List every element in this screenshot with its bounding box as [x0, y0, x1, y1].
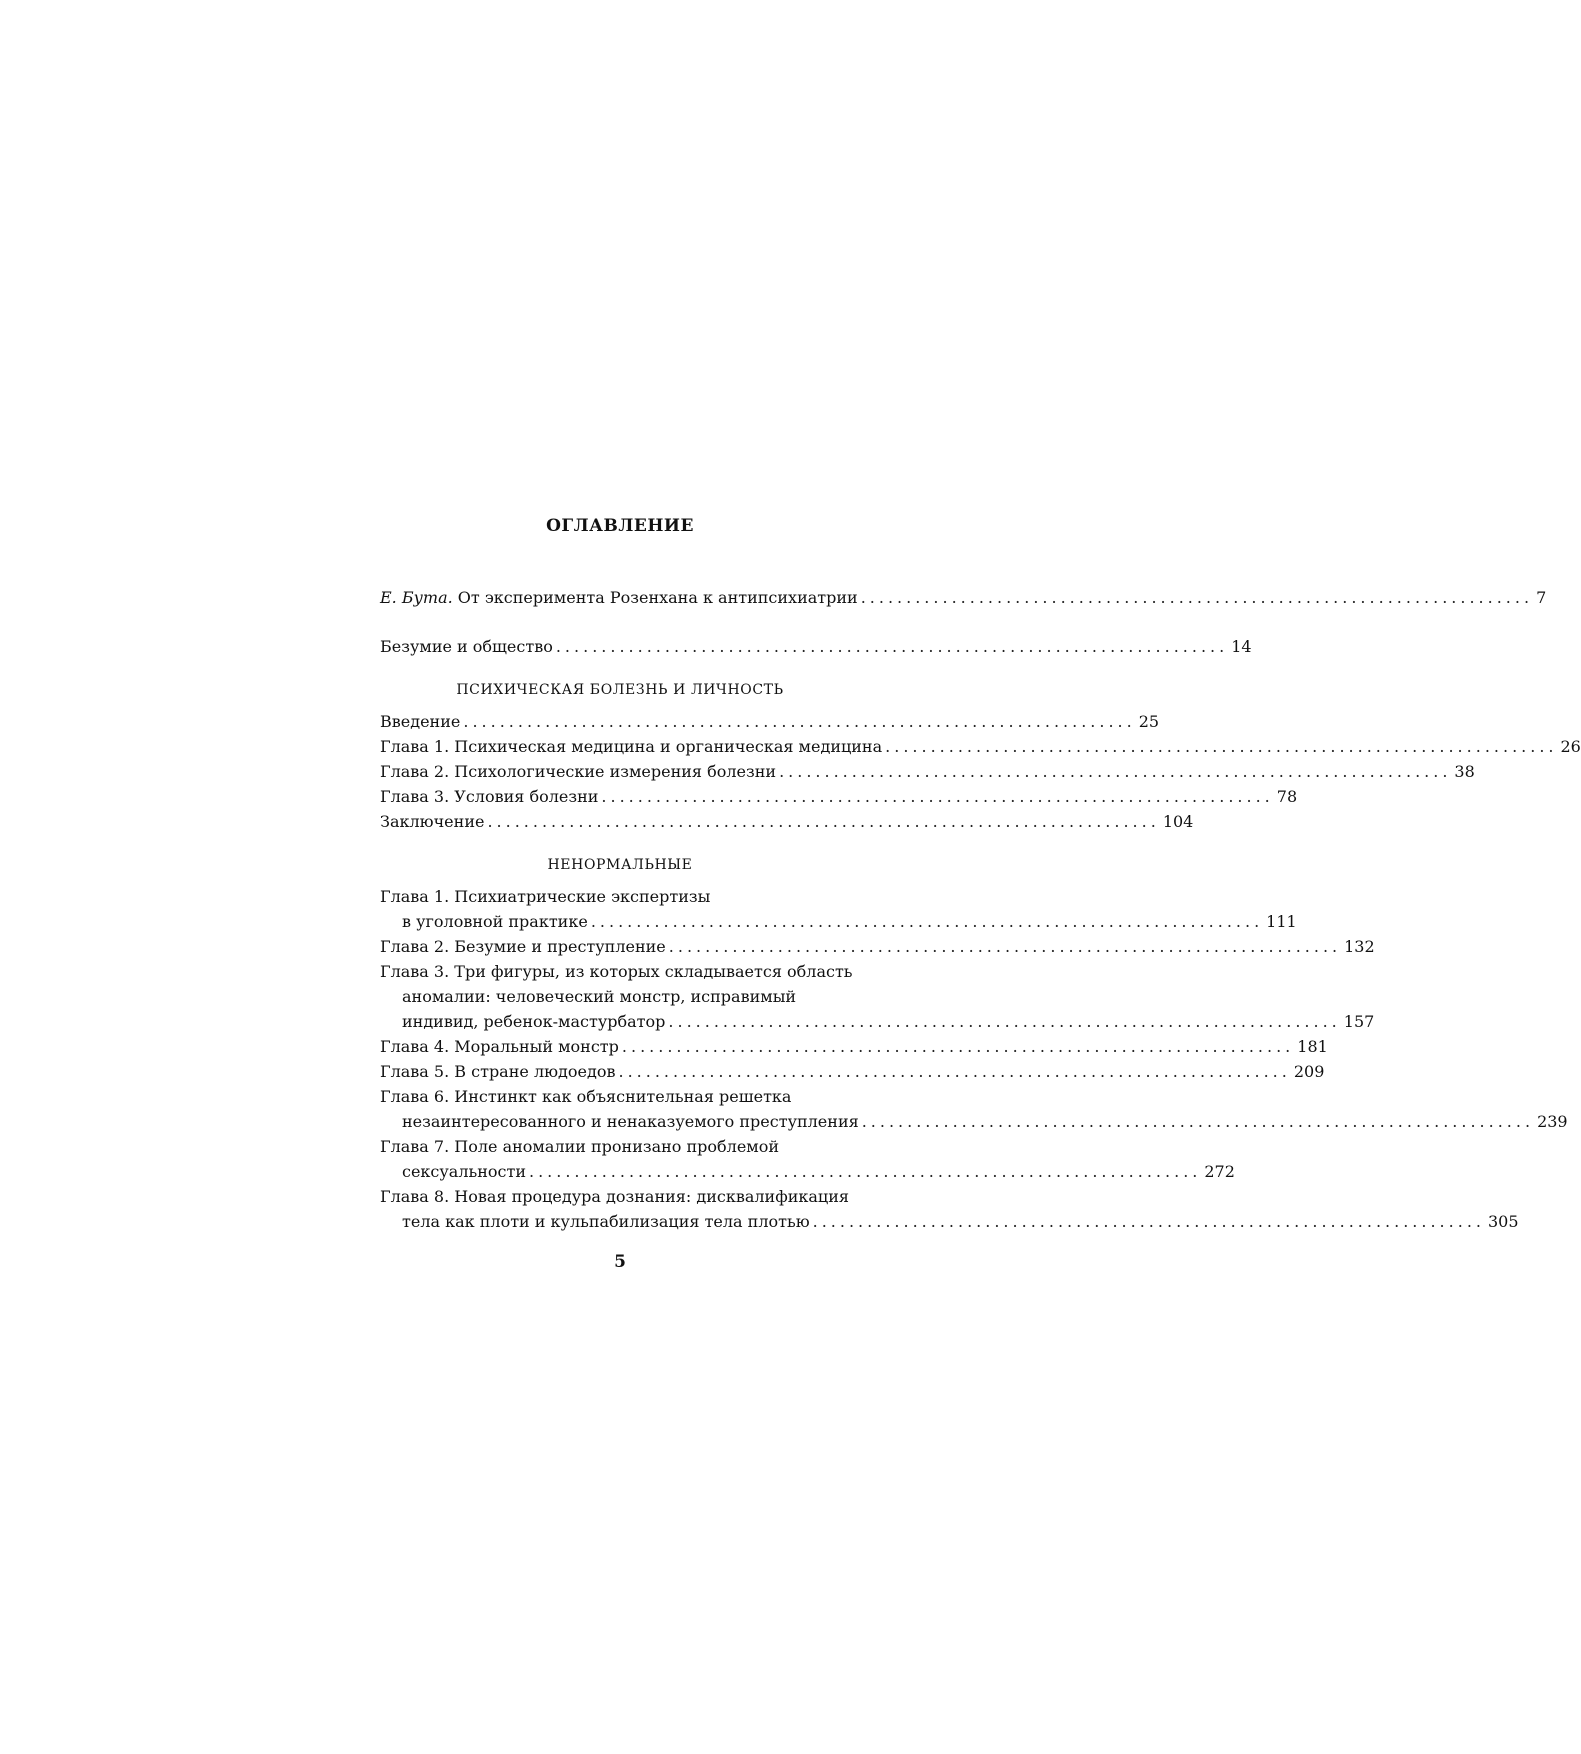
page-number: 5 [614, 1252, 626, 1272]
toc-entry-line1 [380, 1136, 847, 1158]
entry-title: Заключение [380, 812, 485, 831]
dot-leader: .......................................................................... [668, 1012, 1341, 1031]
dot-leader: .......................................................................... [668, 937, 1342, 956]
entry-page: 132 [1344, 937, 1375, 956]
entry-page: 25 [1138, 712, 1160, 731]
toc-entry-line1 [380, 886, 847, 908]
entry-title: Глава 7. Поле аномалии пронизано проблемой [380, 1137, 780, 1156]
dot-leader: .......................................................................... [812, 1212, 1485, 1231]
entry-title: Введение [380, 712, 461, 731]
toc-entry [402, 911, 1297, 933]
toc-entry [380, 1036, 1328, 1058]
dot-leader: .......................................................................... [861, 1112, 1535, 1131]
entry-page: 14 [1231, 637, 1252, 656]
entry-title: Глава 8. Новая процедура дознания: дисквалификация [380, 1187, 849, 1206]
dot-leader: .......................................................................... [779, 762, 1452, 781]
entry-title-cont: тела как плоти и кульпабилизация тела плотью [402, 1212, 810, 1231]
toc-entry [380, 761, 1475, 783]
dot-leader: .......................................................................... [529, 1162, 1202, 1181]
dot-leader: .......................................................................... [590, 912, 1264, 931]
dot-leader: .......................................................................... [487, 812, 1160, 831]
toc-entry [402, 1011, 1375, 1033]
toc-entry-line1 [380, 1186, 847, 1208]
entry-page: 209 [1293, 1062, 1325, 1081]
entry-title-cont: аномалии: человеческий монстр, исправимый [402, 987, 797, 1006]
toc-entry [402, 1161, 1235, 1183]
dot-leader: .......................................................................... [601, 787, 1274, 806]
entry-title: Глава 2. Безумие и преступление [380, 937, 666, 956]
page-title: ОГЛАВЛЕНИЕ [546, 516, 694, 536]
toc-entry [380, 936, 1375, 958]
toc-entry-line1 [380, 961, 853, 983]
toc-entry-madness [380, 636, 1252, 658]
entry-page: 78 [1276, 787, 1298, 806]
toc-entry-line1 [380, 1086, 847, 1108]
entry-title-cont: индивид, ребенок-мастурбатор [402, 1012, 666, 1031]
dot-leader: .......................................................................... [618, 1062, 1291, 1081]
entry-title: Глава 6. Инстинкт как объяснительная решетка [380, 1087, 792, 1106]
entry-page: 181 [1297, 1037, 1328, 1056]
toc-entry [380, 711, 1160, 733]
dot-leader: .......................................................................... [621, 1037, 1295, 1056]
entry-title: Глава 1. Психическая медицина и органическая медицина [380, 737, 883, 756]
entry-page: 157 [1343, 1012, 1375, 1031]
entry-title: Глава 3. Три фигуры, из которых складывается область [380, 962, 853, 981]
entry-title: Глава 4. Моральный монстр [380, 1037, 619, 1056]
toc-entry [380, 786, 1298, 808]
entry-page: 305 [1487, 1212, 1519, 1231]
entry-page: 111 [1266, 912, 1297, 931]
entry-title: Глава 3. Условия болезни [380, 787, 599, 806]
dot-leader: .......................................................................... [885, 737, 1558, 756]
toc-entry [380, 811, 1194, 833]
entry-page: 26 [1560, 737, 1581, 756]
entry-title: Безумие и общество [380, 637, 553, 656]
entry-title: От эксперимента Розенхана к антипсихиатрии [457, 588, 858, 607]
entry-title-cont: незаинтересованного и ненаказуемого преступления [402, 1112, 859, 1131]
entry-page: 239 [1537, 1112, 1568, 1131]
entry-title: Глава 5. В стране людоедов [380, 1062, 616, 1081]
entry-title: Глава 1. Психиатрические экспертизы [380, 887, 711, 906]
entry-page: 104 [1162, 812, 1194, 831]
toc-entry-intro [380, 587, 1547, 609]
entry-page: 38 [1454, 762, 1475, 781]
entry-title-cont: сексуальности [402, 1162, 526, 1181]
toc-entry [402, 1211, 1519, 1233]
entry-title-cont: в уголовной практике [402, 912, 588, 931]
section-heading: ПСИХИЧЕСКАЯ БОЛЕЗНЬ И ЛИЧНОСТЬ [456, 682, 784, 698]
entry-author: Е. Бута. [380, 588, 453, 607]
dot-leader: .......................................................................... [463, 712, 1136, 731]
section-heading: НЕНОРМАЛЬНЫЕ [547, 857, 693, 873]
entry-page: 7 [1536, 588, 1547, 607]
toc-entry [380, 736, 1581, 758]
toc-entry [402, 1111, 1568, 1133]
entry-title: Глава 2. Психологические измерения болезни [380, 762, 777, 781]
dot-leader: .......................................................................... [555, 637, 1229, 656]
toc-entry [380, 1061, 1325, 1083]
entry-page: 272 [1204, 1162, 1235, 1181]
dot-leader: .......................................................................... [860, 588, 1534, 607]
